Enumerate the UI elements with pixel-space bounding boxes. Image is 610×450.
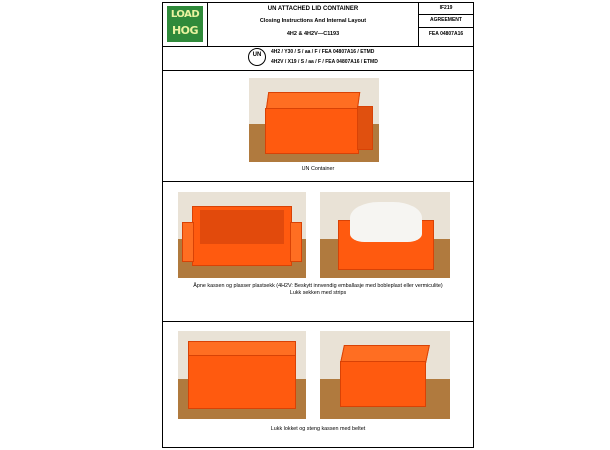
document-subtitle: Closing Instructions And Internal Layout — [259, 18, 367, 24]
caption-open-line2: Lukk sekken med strips — [289, 290, 347, 296]
un-marking-row — [163, 46, 473, 71]
divider — [419, 27, 473, 28]
container-body — [265, 108, 359, 154]
agreement-label: AGREEMENT — [430, 17, 462, 23]
open-container-photo — [178, 192, 306, 278]
section-un-container — [163, 70, 473, 182]
instruction-sheet — [162, 2, 474, 448]
lid-flap-left — [182, 222, 194, 262]
header-table — [163, 3, 473, 47]
container-side — [357, 106, 373, 150]
caption-close: Lukk lokket og steng kassen med beltet — [270, 426, 366, 432]
closed-container-angle-photo — [320, 331, 450, 419]
logo-cell — [163, 3, 208, 46]
logo-line2: HOG — [171, 24, 199, 37]
title-cell — [208, 3, 419, 46]
bagged-container-photo — [320, 192, 450, 278]
container-photo — [249, 78, 379, 162]
closed-container-front-photo — [178, 331, 306, 419]
un-symbol-text: UN — [252, 52, 262, 58]
plastic-bag — [350, 202, 422, 242]
section-open-and-bag — [163, 181, 473, 322]
reference-cell — [419, 3, 473, 46]
loadhog-logo — [167, 6, 203, 42]
un-code-line2: 4H2V / X19 / S / aa / F / FEA 04807A16 / ETMD — [271, 59, 378, 65]
document-id: IF219 — [419, 3, 473, 15]
caption-open-line1: Åpne kassen og plasser plastsekk (4H2V: Beskytt innvendig emballasje med bobleplast eller vermiculite) — [193, 283, 443, 289]
agreement-value: FEA 04807A16 — [428, 31, 464, 37]
un-symbol-icon — [248, 48, 266, 66]
model-number: 4H2 & 4H2V—C1193 — [286, 31, 340, 37]
container-interior — [200, 210, 284, 244]
strapped-container-body — [340, 361, 426, 407]
caption-un-container: UN Container — [301, 166, 335, 172]
lid-flap-right — [290, 222, 302, 262]
un-code-line1: 4H2 / Y30 / S / aa / F / FEA 04807A16 / ETMD — [271, 49, 375, 55]
section-close-and-strap — [163, 321, 473, 447]
logo-line1: LOAD — [170, 9, 200, 20]
closed-container-body — [188, 355, 296, 409]
document-title: UN ATTACHED LID CONTAINER — [267, 6, 359, 12]
